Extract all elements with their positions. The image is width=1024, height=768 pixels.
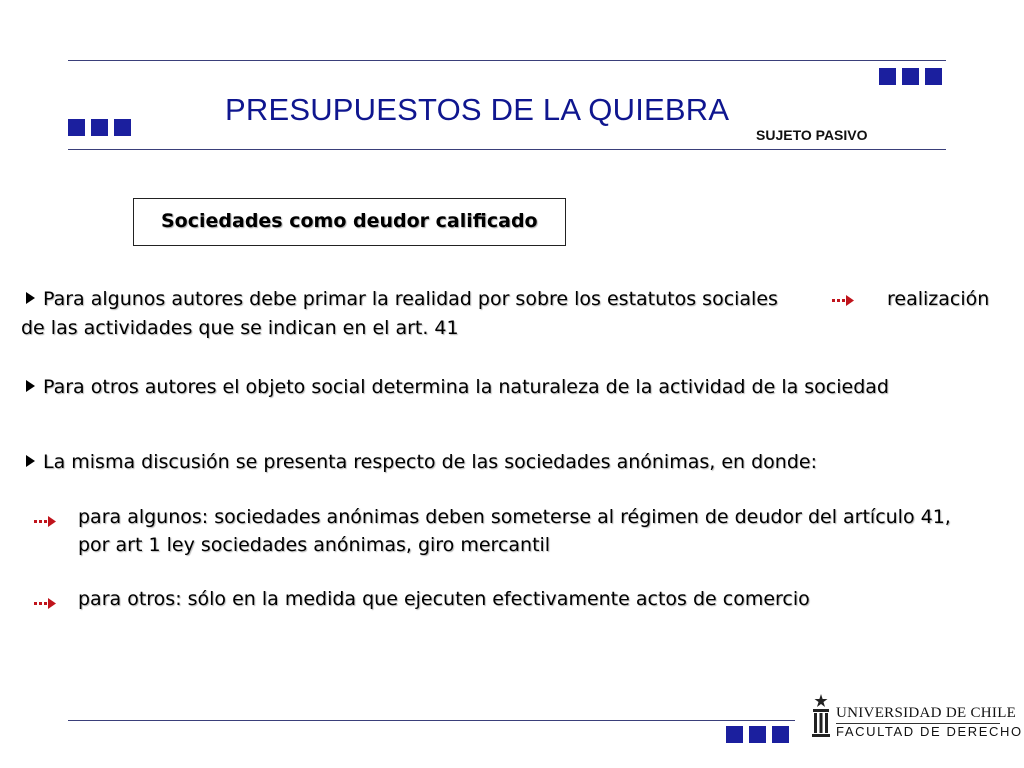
square xyxy=(879,68,896,85)
left-squares xyxy=(68,119,131,136)
sub-point-2: para otros: sólo en la medida que ejecuten efectivamente actos de comercio xyxy=(78,588,810,610)
bullet-point-2 xyxy=(26,373,889,402)
bullet-text: Para otros autores el objeto social determina la naturaleza de la actividad de la sociedad xyxy=(43,376,889,398)
bullet-point-1-end: realización xyxy=(887,288,990,310)
arrow-right-icon xyxy=(832,294,854,306)
bottom-squares xyxy=(726,726,789,743)
arrow-right-icon xyxy=(34,597,56,609)
square xyxy=(91,119,108,136)
bottom-rule xyxy=(68,720,795,721)
triangle-bullet-icon xyxy=(26,380,35,392)
square xyxy=(772,726,789,743)
section-heading-box xyxy=(133,198,566,246)
bullet-point-3 xyxy=(26,448,817,477)
sub-point-1-line2: por art 1 ley sociedades anónimas, giro mercantil xyxy=(78,534,551,556)
square xyxy=(925,68,942,85)
page-subtitle: SUJETO PASIVO xyxy=(756,127,868,143)
top-right-squares xyxy=(879,68,942,85)
logo-faculty-name: FACULTAD DE DERECHO xyxy=(836,724,1023,739)
square xyxy=(902,68,919,85)
triangle-bullet-icon xyxy=(26,455,35,467)
university-logo xyxy=(810,693,1023,745)
bullet-point-1 xyxy=(26,285,778,314)
section-heading: Sociedades como deudor calificado xyxy=(161,210,538,232)
square xyxy=(114,119,131,136)
top-rule xyxy=(68,60,946,61)
university-seal-icon xyxy=(810,693,832,741)
bullet-text: Para algunos autores debe primar la realidad por sobre los estatutos sociales xyxy=(43,288,778,310)
logo-university-name: UNIVERSIDAD DE CHILE xyxy=(836,705,1017,721)
arrow-right-icon xyxy=(34,515,56,527)
page-title: PRESUPUESTOS DE LA QUIEBRA xyxy=(225,92,730,127)
square xyxy=(749,726,766,743)
bullet-point-1-line2: de las actividades que se indican en el art. 41 xyxy=(21,317,459,339)
bullet-text: La misma discusión se presenta respecto de las sociedades anónimas, en donde: xyxy=(43,451,817,473)
triangle-bullet-icon xyxy=(26,292,35,304)
title-rule xyxy=(68,149,946,150)
sub-point-1-line1: para algunos: sociedades anónimas deben someterse al régimen de deudor del artículo 41, xyxy=(78,506,951,528)
square xyxy=(68,119,85,136)
square xyxy=(726,726,743,743)
